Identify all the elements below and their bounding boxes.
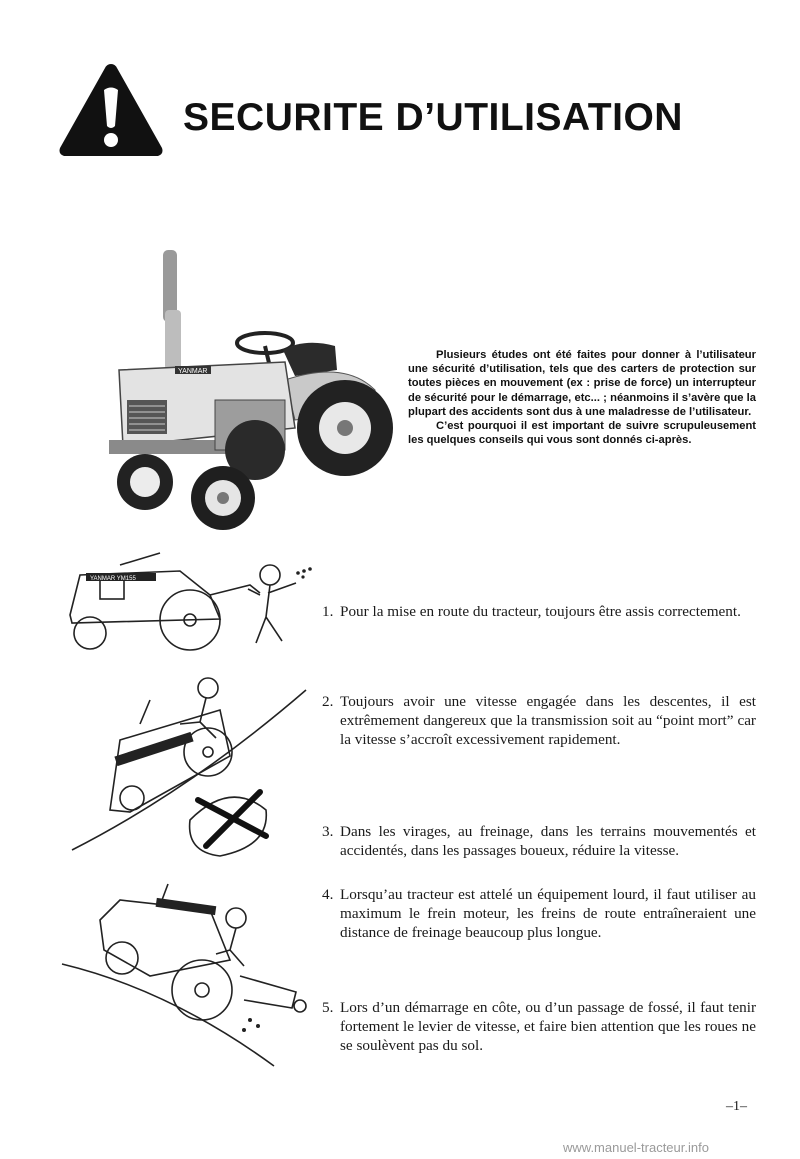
watermark-text: www.manuel-tracteur.info: [563, 1140, 709, 1155]
item-text: Lorsqu’au tracteur est attelé un équipement lourd, il faut utiliser au maximum le frein moteur, les freins de route entraîneraient une distance de freinage beaucoup plus longue.: [340, 886, 756, 941]
intro-paragraph-2: C’est pourquoi il est important de suivre scrupuleusement les quelques conseils qui vous sont donnés ci-après.: [408, 420, 756, 447]
brand-plate: YANMAR: [178, 368, 208, 375]
exclamation-triangle-icon: [56, 60, 166, 160]
intro-text: [408, 348, 756, 447]
item-text: Pour la mise en route du tracteur, toujours être assis correctement.: [340, 603, 741, 620]
safety-item-3: [322, 822, 756, 860]
item-number: 3.: [322, 823, 334, 840]
illustration-descent: [70, 660, 310, 860]
item-number: 2.: [322, 693, 334, 710]
safety-item-1: [322, 602, 756, 621]
safety-item-4: [322, 885, 756, 942]
item-text: Toujours avoir une vitesse engagée dans les descentes, il est extrêmement dangereux que la transmission soit au “point mort” car la vitesse s’accroît excessivement rapidement.: [340, 693, 756, 748]
item-number: 5.: [322, 999, 334, 1016]
item-number: 4.: [322, 886, 334, 903]
page-title: SECURITE D’UTILISATION: [183, 96, 683, 139]
intro-paragraph-1: Plusieurs études ont été faites pour donner à l’utilisateur une sécurité d’utilisation, tels que des carters de protection sur toutes pièces en mouvement (ex : prise de force) un interrupteur de sécurité pour le démarrage, etc... ; néanmoins il s’avère que la plupart des accidents sont dus à une maladresse de l’utilisateur.: [408, 349, 756, 418]
safety-item-2: [322, 692, 756, 749]
safety-item-5: [322, 998, 756, 1055]
page-number: –1–: [726, 1099, 747, 1114]
illustration-heavy-equipment: [60, 880, 310, 1070]
item-number: 1.: [322, 603, 334, 620]
hood-label: YANMAR YM155: [90, 576, 136, 582]
illustration-start-seated: [60, 545, 315, 655]
tractor-photo: [105, 250, 395, 540]
item-text: Lors d’un démarrage en côte, ou d’un passage de fossé, il faut tenir fortement le levier de vitesse, et faire bien attention que les roues ne se soulèvent pas du sol.: [340, 999, 756, 1054]
item-text: Dans les virages, au freinage, dans les terrains mouvementés et accidentés, dans les passages boueux, réduire la vitesse.: [340, 823, 756, 859]
